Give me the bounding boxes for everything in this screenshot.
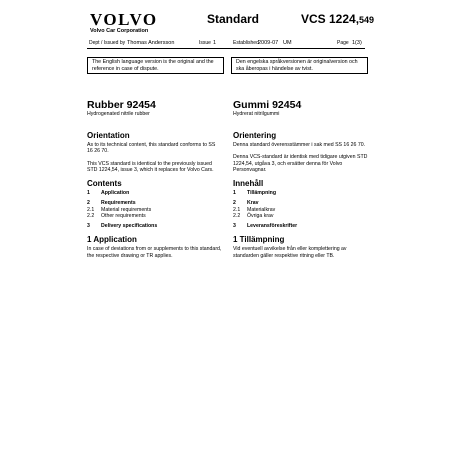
toc-item: 2 Requirements [87,200,136,207]
toc-item: 3 Delivery specifications [87,223,158,229]
page-value: 1(3) [352,40,362,46]
language-notice-en: The English language version is the original and the reference in case of dispute. [87,57,224,74]
toc-item: 2.2 Other requirements [87,212,146,219]
standard-number-main: VCS 1224, [301,12,360,26]
swedish-column [233,100,368,265]
issue-label: Issue [199,40,211,46]
issue-value: 1 [213,40,217,46]
page-label: Page [337,40,349,46]
material-title-sv: Gummi 92454 [233,99,302,111]
standard-number-version: 549 [359,15,375,25]
orientation-paragraph: As to its technical content, this standard conforms to SS 16 26 70. [87,142,216,155]
orientation-heading: Orientation [87,131,130,140]
header-rule [87,48,365,49]
established-code: UM [283,40,292,46]
dept-label: Dept / Issued by [89,40,126,46]
established-label: Established [233,40,259,46]
material-title: Rubber 92454 [87,99,156,111]
contents-heading: Contents [87,179,122,189]
orientation-paragraph-sv: Denna VCS-standard är identisk med tidigare utgiven STD 1224,54, utgåva 3, och ersätter denna för Volvo Personvagnar. [233,154,368,173]
application-heading-sv: 1 Tillämpning [233,235,285,245]
toc-item: 2 Krav [233,200,259,207]
toc-item: 1 Tillämpning [233,190,277,197]
contents-heading-sv: Innehåll [233,179,264,189]
orientation-heading-sv: Orientering [233,131,277,140]
orientation-paragraph-sv: Denna standard överensstämmer i sak med SS 16 26 70. [233,142,366,148]
standard-number [301,12,374,26]
application-paragraph-sv: Vid eventuell avvikelse från eller komplettering av standarden gäller respektive ritning eller TB. [233,246,347,259]
language-notice-sv: Den engelska språkversionen är originalversion och ska åberopas i händelse av tvist. [231,57,368,74]
orientation-paragraph: This VCS standard is identical to the previously issued STD 1224,54, issue 3, which it replaces for Volvo Cars. [87,160,214,173]
doc-type: Standard [207,12,260,26]
toc-item: 2.1 Materialkrav [233,206,276,213]
toc-item: 2.2 Övriga krav [233,212,274,219]
english-column [87,100,222,265]
toc-item: 1 Application [87,190,130,197]
application-paragraph: In case of deviations from or supplements to this standard, the respective drawing or TR applies. [87,246,222,259]
established-value: 2009-07 [258,40,279,46]
toc-item: 3 Leveransföreskrifter [233,223,298,229]
table-of-contents-sv [233,190,368,229]
material-subtitle: Hydrogenated nitrile rubber [87,111,150,117]
corporation-name: Volvo Car Corporation [90,28,149,34]
dept-value: Thomas Andersson [127,40,175,46]
material-subtitle-sv: Hydrerat nitrilgummi [233,111,280,117]
toc-item: 2.1 Material requirements [87,206,152,213]
table-of-contents [87,190,222,229]
application-heading: 1 Application [87,235,137,245]
volvo-logo: VOLVO [90,10,158,29]
